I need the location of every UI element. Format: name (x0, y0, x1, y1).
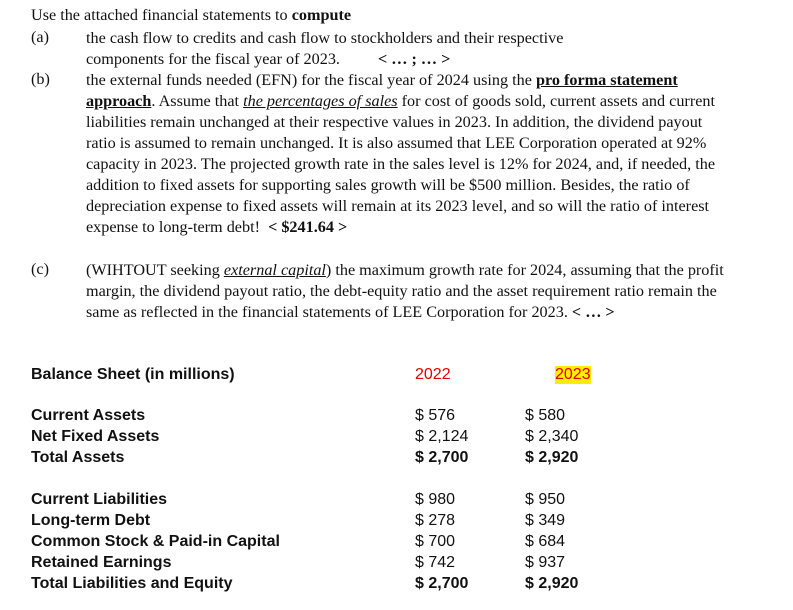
table-row (31, 491, 771, 512)
value-2022: $ 700 (415, 533, 456, 550)
table-row (31, 554, 771, 575)
question-a-line2: components for the fiscal year of 2023. < … ; … > (86, 50, 451, 68)
table-row (31, 407, 771, 428)
question-b-label: (b) (31, 70, 50, 88)
value-2022: $ 2,124 (415, 428, 469, 445)
value-2023: $ 349 (525, 512, 566, 529)
year-2022-heading: 2022 (415, 366, 451, 383)
question-a (31, 28, 771, 70)
value-2022: $ 576 (415, 407, 456, 424)
value-2023: $ 937 (525, 554, 566, 571)
intro-bold: compute (291, 6, 352, 24)
value-2023: $ 950 (525, 491, 566, 508)
table-row (31, 533, 771, 554)
row-label: Total Liabilities and Equity (31, 575, 233, 592)
table-row (31, 575, 771, 596)
question-a-label: (a) (31, 28, 49, 46)
table-row (31, 449, 771, 470)
value-2022: $ 278 (415, 512, 456, 529)
value-2023: $ 2,920 (525, 575, 579, 592)
row-label: Common Stock & Paid-in Capital (31, 533, 280, 550)
balance-sheet-title: Balance Sheet (in millions) (31, 366, 235, 383)
value-2022: $ 742 (415, 554, 456, 571)
row-label: Current Assets (31, 407, 146, 424)
question-c: (c) (WIHTOUT seeking external capital) the maximum growth rate for 2024, assuming that the profit margin, the dividend payout ratio, the debt-equity ratio and the asset requirement ratio remain the same as reflected in the financial statements of LEE Corporation for 2023. < … > (31, 260, 724, 321)
question-b-answer: < $241.64 > (268, 218, 348, 236)
row-label: Net Fixed Assets (31, 428, 160, 445)
value-2023: $ 684 (525, 533, 566, 550)
year-2023-heading: 2023 (555, 366, 591, 383)
pro-forma-term: pro forma statement approach (86, 71, 678, 110)
row-label: Retained Earnings (31, 554, 172, 571)
row-label: Long-term Debt (31, 512, 151, 529)
value-2023: $ 580 (525, 407, 566, 424)
value-2023: $ 2,920 (525, 449, 579, 466)
value-2023: $ 2,340 (525, 428, 579, 445)
external-capital-term: external capital (223, 261, 326, 279)
balance-sheet-header (31, 366, 771, 387)
question-a-line1: the cash flow to credits and cash flow to stockholders and their respective (86, 29, 564, 47)
question-c-label: (c) (31, 260, 49, 278)
percentages-of-sales-term: the percentages of sales (243, 92, 398, 110)
table-row (31, 512, 771, 533)
value-2022: $ 980 (415, 491, 456, 508)
table-row (31, 428, 771, 449)
question-c-answer: < … > (571, 303, 615, 321)
value-2022: $ 2,700 (415, 575, 469, 592)
intro-text: Use the attached financial statements to (31, 6, 292, 24)
question-b: (b) the external funds needed (EFN) for the fiscal year of 2024 using the pro forma statement approach. Assume that the percentages of sales for cost of goods sold, current assets and current liabilities remain unchanged at their respective values in 2023. In addition, the dividend payout ratio is assumed to remain unchanged. It is also assumed that LEE Corporation operated at 92% capacity in 2023. The projected growth rate in the sales level is 12% for 2024, and, if needed, the addition to fixed assets for supporting sales growth will be $500 million. Besides, the ratio of depreciation expense to fixed assets will remain at its 2023 level, and so will the ratio of interest expense to long-term debt! < $241.64 > (31, 70, 716, 236)
row-label: Total Assets (31, 449, 125, 466)
value-2022: $ 2,700 (415, 449, 469, 466)
intro-line (31, 6, 351, 25)
question-a-answer: < … ; … > (377, 50, 451, 68)
row-label: Current Liabilities (31, 491, 168, 508)
